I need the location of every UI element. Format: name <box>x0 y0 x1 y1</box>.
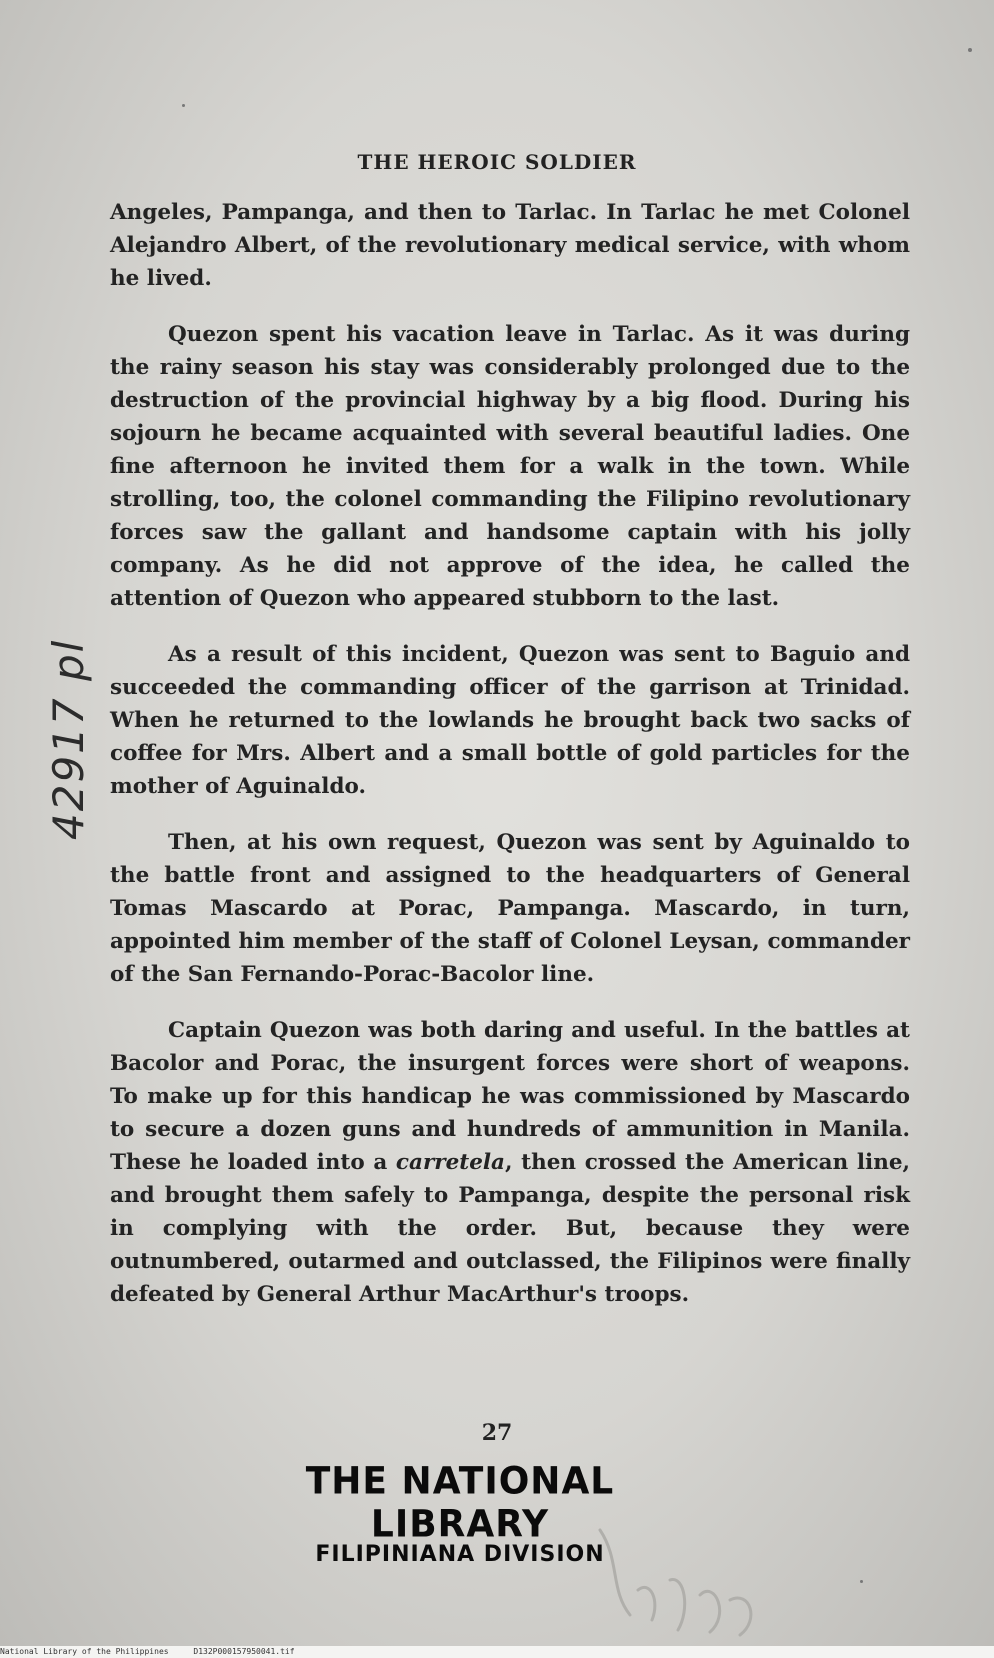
footer-source: National Library of the Philippines <box>0 1647 169 1656</box>
paragraph-4: Then, at his own request, Quezon was sent by Aguinaldo to the battle front and assigned to the headquarters of General Tomas Mascardo at Porac, Pampanga. Mascardo, in turn, appointed him member of the staff of Colonel Leysan, commander of the San Fernando-Porac-Bacolor line. <box>110 830 910 987</box>
paragraph-2: Quezon spent his vacation leave in Tarlac. As it was during the rainy season his stay was considerably prolonged due to the destruction of the provincial highway by a big flood. During his sojourn he became acquainted with several beautiful ladies. One fine afternoon he invited them for a walk in the town. While strolling, too, the colonel commanding the Filipino revolutionary forces saw the gallant and handsome captain with his jolly company. As he did not approve of the idea, he called the attention of Quezon who appeared stubborn to the last. <box>110 322 910 611</box>
page-number: 27 <box>481 1420 513 1446</box>
paragraph-1: Angeles, Pampanga, and then to Tarlac. In Tarlac he met Colonel Alejandro Albert, of the revolutionary medical service, with whom he lived. <box>110 200 910 291</box>
italic-term: carretela <box>395 1150 505 1175</box>
pencil-scribble <box>590 1520 820 1640</box>
stamp-title: THE NATIONAL LIBRARY <box>305 1459 615 1547</box>
paragraph-5-part-2: , then crossed the American line, and brought them safely to Pampanga, despite the personal risk in complying with the order. But, because they were outnumbered, outarmed and outclassed, the Filipinos were finally defeated by General Arthur MacArthur's troops. <box>110 1150 911 1307</box>
footer-filename: D132P000157950041.tif <box>193 1647 295 1656</box>
scan-footer <box>0 1646 994 1658</box>
handwritten-margin-note: 42917 pl <box>44 638 93 840</box>
paper-speck <box>182 104 185 107</box>
page-body <box>110 196 910 1311</box>
paper-speck <box>968 48 972 52</box>
paragraph-5-part-1: Captain Quezon was both daring and useful. In the battles at Bacolor and Porac, the insurgent forces were short of weapons. To make up for this handicap he was commissioned by Mascardo to secure a dozen guns and hundreds of ammunition in Manila. These he loaded into a <box>110 1018 910 1175</box>
paper-speck <box>860 1580 863 1583</box>
running-head: THE HEROIC SOLDIER <box>357 150 637 174</box>
stamp-division: FILIPINIANA DIVISION <box>315 1542 605 1567</box>
paragraph-5 <box>110 1014 910 1311</box>
paragraph-3: As a result of this incident, Quezon was sent to Baguio and succeeded the commanding officer of the garrison at Trinidad. When he returned to the lowlands he brought back two sacks of coffee for Mrs. Albert and a small bottle of gold particles for the mother of Aguinaldo. <box>110 642 910 799</box>
